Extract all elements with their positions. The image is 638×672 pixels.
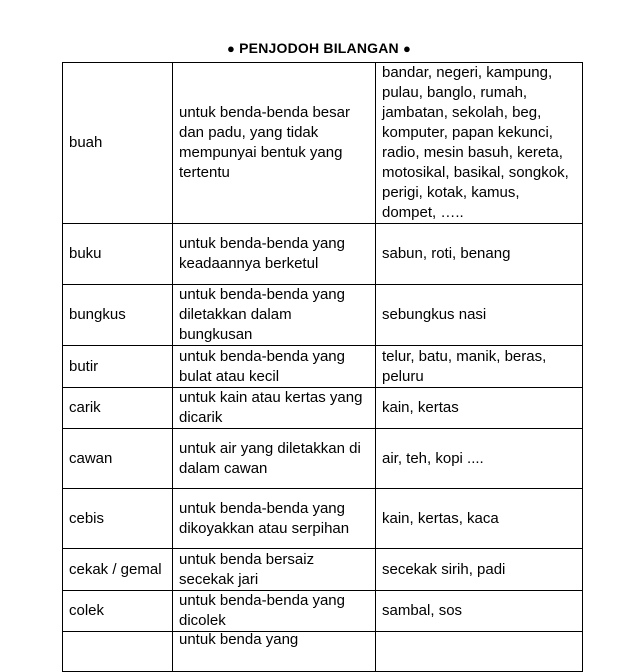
table-row: [63, 632, 583, 672]
examples-cell: [376, 632, 583, 672]
examples-cell: sebungkus nasi: [376, 285, 583, 346]
usage-cell: untuk benda-benda yang dikoyakkan atau serpihan: [173, 489, 376, 549]
word-cell: bungkus: [63, 285, 173, 346]
word-cell: carik: [63, 388, 173, 429]
table-row: [63, 388, 583, 429]
table-row: [63, 224, 583, 285]
examples-cell: telur, batu, manik, beras, peluru: [376, 346, 583, 388]
usage-cell: untuk benda-benda yang diletakkan dalam bungkusan: [173, 285, 376, 346]
word-cell: buah: [63, 63, 173, 224]
table-row: [63, 489, 583, 549]
usage-cell: untuk benda-benda yang keadaannya berketul: [173, 224, 376, 285]
table-row: [63, 591, 583, 632]
word-cell: [63, 632, 173, 672]
bullet-icon: ●: [402, 41, 412, 56]
usage-cell: untuk benda yang: [173, 632, 376, 672]
word-cell: colek: [63, 591, 173, 632]
word-cell: cebis: [63, 489, 173, 549]
word-cell: butir: [63, 346, 173, 388]
table-row: [63, 346, 583, 388]
classifier-table: [62, 62, 583, 672]
title-text: PENJODOH BILANGAN: [239, 40, 399, 56]
usage-cell: untuk air yang diletakkan di dalam cawan: [173, 429, 376, 489]
usage-cell: untuk benda bersaiz secekak jari: [173, 549, 376, 591]
table-row: [63, 549, 583, 591]
usage-cell: untuk benda-benda yang bulat atau kecil: [173, 346, 376, 388]
examples-cell: kain, kertas: [376, 388, 583, 429]
bullet-icon: ●: [226, 41, 236, 56]
examples-cell: sabun, roti, benang: [376, 224, 583, 285]
word-cell: cekak / gemal: [63, 549, 173, 591]
table-row: [63, 285, 583, 346]
examples-cell: air, teh, kopi ....: [376, 429, 583, 489]
examples-cell: sambal, sos: [376, 591, 583, 632]
word-cell: cawan: [63, 429, 173, 489]
page-title: [0, 40, 638, 56]
usage-cell: untuk benda-benda yang dicolek: [173, 591, 376, 632]
word-cell: buku: [63, 224, 173, 285]
examples-cell: bandar, negeri, kampung, pulau, banglo, rumah, jambatan, sekolah, beg, komputer, papan kekunci, radio, mesin basuh, kereta, motosikal, basikal, songkok, perigi, kotak, kamus, dompet, …..: [376, 63, 583, 224]
usage-cell: untuk kain atau kertas yang dicarik: [173, 388, 376, 429]
examples-cell: kain, kertas, kaca: [376, 489, 583, 549]
table-row: [63, 429, 583, 489]
table-row: [63, 63, 583, 224]
examples-cell: secekak sirih, padi: [376, 549, 583, 591]
usage-cell: untuk benda-benda besar dan padu, yang tidak mempunyai bentuk yang tertentu: [173, 63, 376, 224]
